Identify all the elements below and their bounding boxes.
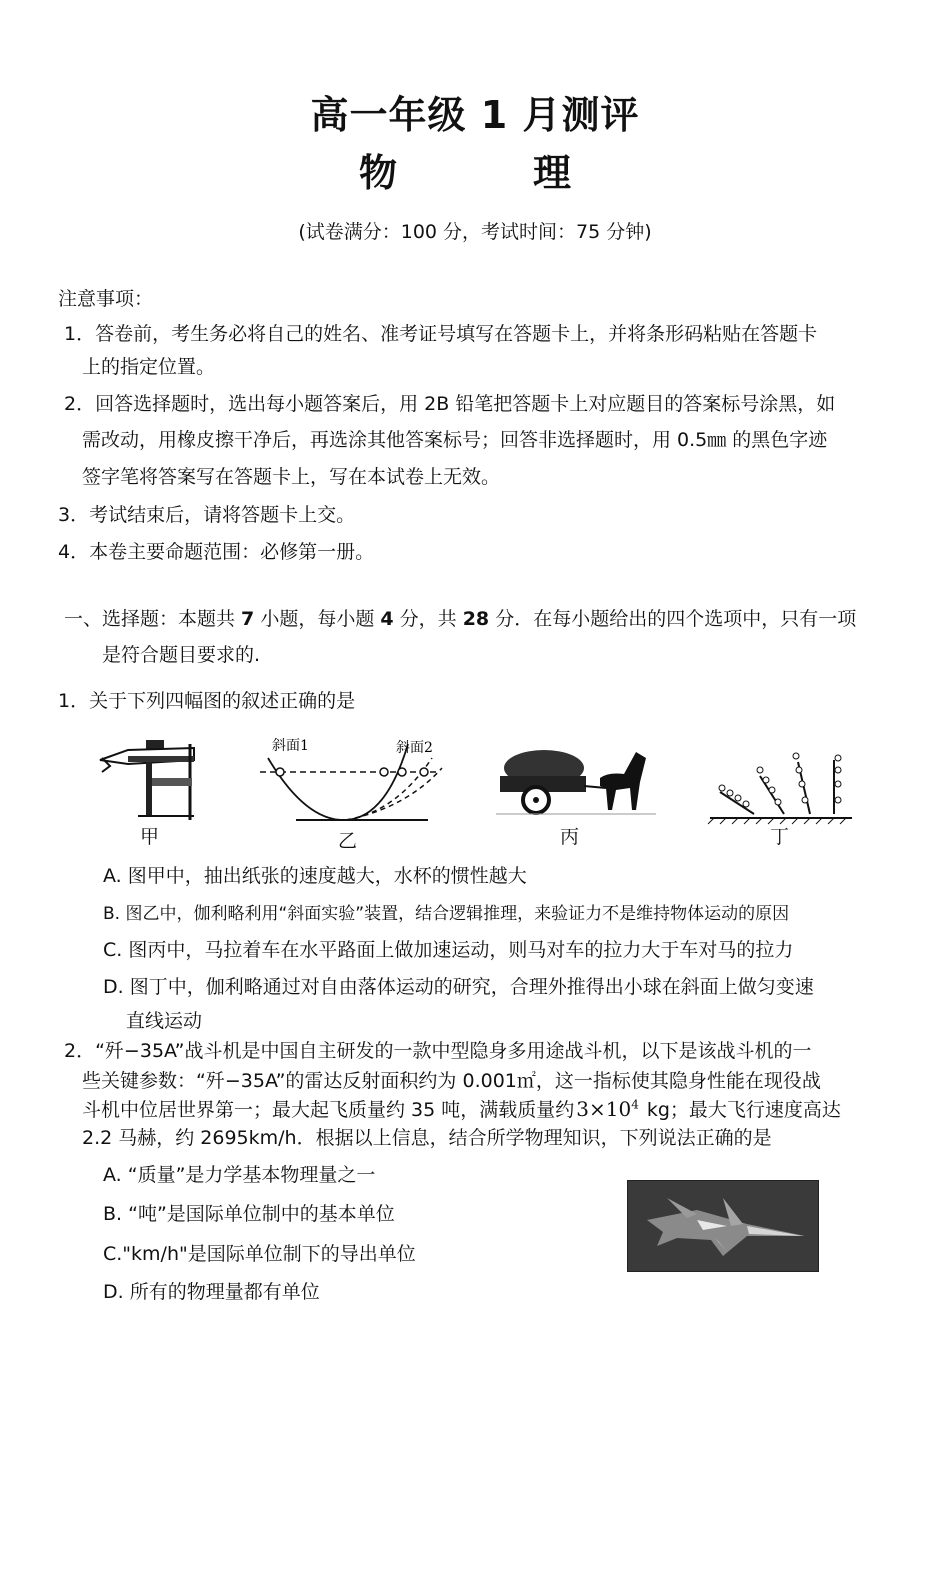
q1-option-c[interactable]: C. 图丙中，马拉着车在水平路面上做加速运动，则马对车的拉力大于车对马的拉力 — [103, 939, 794, 961]
exam-info: (试卷满分：100 分，考试时间：75 分钟) — [298, 221, 652, 243]
section-prefix: 一、选择题：本题共 — [64, 608, 242, 630]
exam-title: 高一年级 1 月测评 — [310, 93, 640, 137]
slope-1-label: 斜面1 — [272, 738, 309, 754]
figure-label-ding: 丁 — [770, 826, 790, 848]
mass-base: 10 — [605, 1097, 632, 1121]
note-2-line-1: 2．回答选择题时，选出每小题答案后，用 2B 铅笔把答题卡上对应题目的答案标号涂黑，如 — [64, 393, 836, 415]
note-2-line-3: 签字笔将答案写在答题卡上，写在本试卷上无效。 — [82, 466, 501, 488]
mass-expression — [576, 1097, 639, 1121]
slope-2-label: 斜面2 — [396, 740, 433, 756]
times-sign: × — [589, 1097, 606, 1121]
q2-option-c[interactable]: C."km/h"是国际单位制下的导出单位 — [103, 1243, 416, 1265]
mass-coefficient: 3 — [576, 1097, 589, 1121]
q2-stem-line-1: 2．“歼−35A”战斗机是中国自主研发的一款中型隐身多用途战斗机，以下是该战斗机的一 — [64, 1040, 812, 1062]
section-1-heading — [64, 604, 856, 631]
section-suffix: 分．在每小题给出的四个选项中，只有一项 — [489, 608, 857, 630]
note-1-line-2: 上的指定位置。 — [82, 356, 216, 378]
mass-exponent: 4 — [631, 1097, 639, 1112]
q1-stem: 1．关于下列四幅图的叙述正确的是 — [58, 690, 356, 712]
question-score: 4 — [380, 608, 394, 630]
q2-line-3-tail: kg；最大飞行速度高达 — [646, 1099, 841, 1121]
figure-jia — [98, 732, 202, 820]
q2-option-b[interactable]: B. “吨”是国际单位制中的基本单位 — [103, 1203, 395, 1225]
q1-option-a[interactable]: A. 图甲中，抽出纸张的速度越大，水杯的惯性越大 — [103, 865, 527, 887]
note-3: 3．考试结束后，请将答题卡上交。 — [58, 504, 356, 526]
subject-title: 物 理 — [358, 151, 591, 195]
figure-label-bing: 丙 — [560, 826, 580, 848]
figure-yi — [256, 734, 446, 824]
question-count: 7 — [241, 608, 255, 630]
total-score: 28 — [462, 608, 490, 630]
note-4: 4．本卷主要命题范围：必修第一册。 — [58, 541, 375, 563]
note-2-line-2: 需改动，用橡皮擦干净后，再选涂其他答案标号；回答非选择题时，用 0.5㎜ 的黑色字迹 — [82, 429, 828, 451]
section-1-heading-line-2: 是符合题目要求的. — [102, 644, 261, 666]
q1-option-d[interactable]: D. 图丁中，伽利略通过对自由落体运动的研究，合理外推得出小球在斜面上做匀变速 — [103, 976, 814, 998]
q2-stem-line-2: 些关键参数：“歼−35A”的雷达反射面积约为 0.001㎡，这一指标使其隐身性能在现役战 — [82, 1070, 821, 1092]
notes-heading: 注意事项： — [58, 288, 154, 310]
q1-option-b[interactable]: B. 图乙中，伽利略利用“斜面实验”装置，结合逻辑推理，来验证力不是维持物体运动的原因 — [103, 904, 790, 924]
figure-ding — [706, 736, 856, 826]
q2-option-a[interactable]: A. “质量”是力学基本物理量之一 — [103, 1164, 376, 1186]
figure-label-yi: 乙 — [338, 830, 358, 852]
section-mid-1: 小题，每小题 — [254, 608, 381, 630]
q1-option-d-line-2: 直线运动 — [126, 1010, 203, 1032]
figure-bing — [496, 744, 656, 824]
figure-label-jia: 甲 — [140, 826, 160, 848]
q2-stem-line-4: 2.2 马赫，约 2695km/h．根据以上信息，结合所学物理知识，下列说法正确的是 — [82, 1127, 772, 1149]
q2-line-3-text: 斗机中位居世界第一；最大起飞质量约 35 吨，满载质量约 — [82, 1099, 575, 1121]
q2-option-d[interactable]: D. 所有的物理量都有单位 — [103, 1281, 320, 1303]
section-mid-2: 分，共 — [393, 608, 463, 630]
fighter-jet-image — [627, 1180, 819, 1272]
note-1-line-1: 1．答卷前，考生务必将自己的姓名、准考证号填写在答题卡上，并将条形码粘贴在答题卡 — [64, 323, 818, 345]
q2-stem-line-3 — [82, 1095, 841, 1122]
